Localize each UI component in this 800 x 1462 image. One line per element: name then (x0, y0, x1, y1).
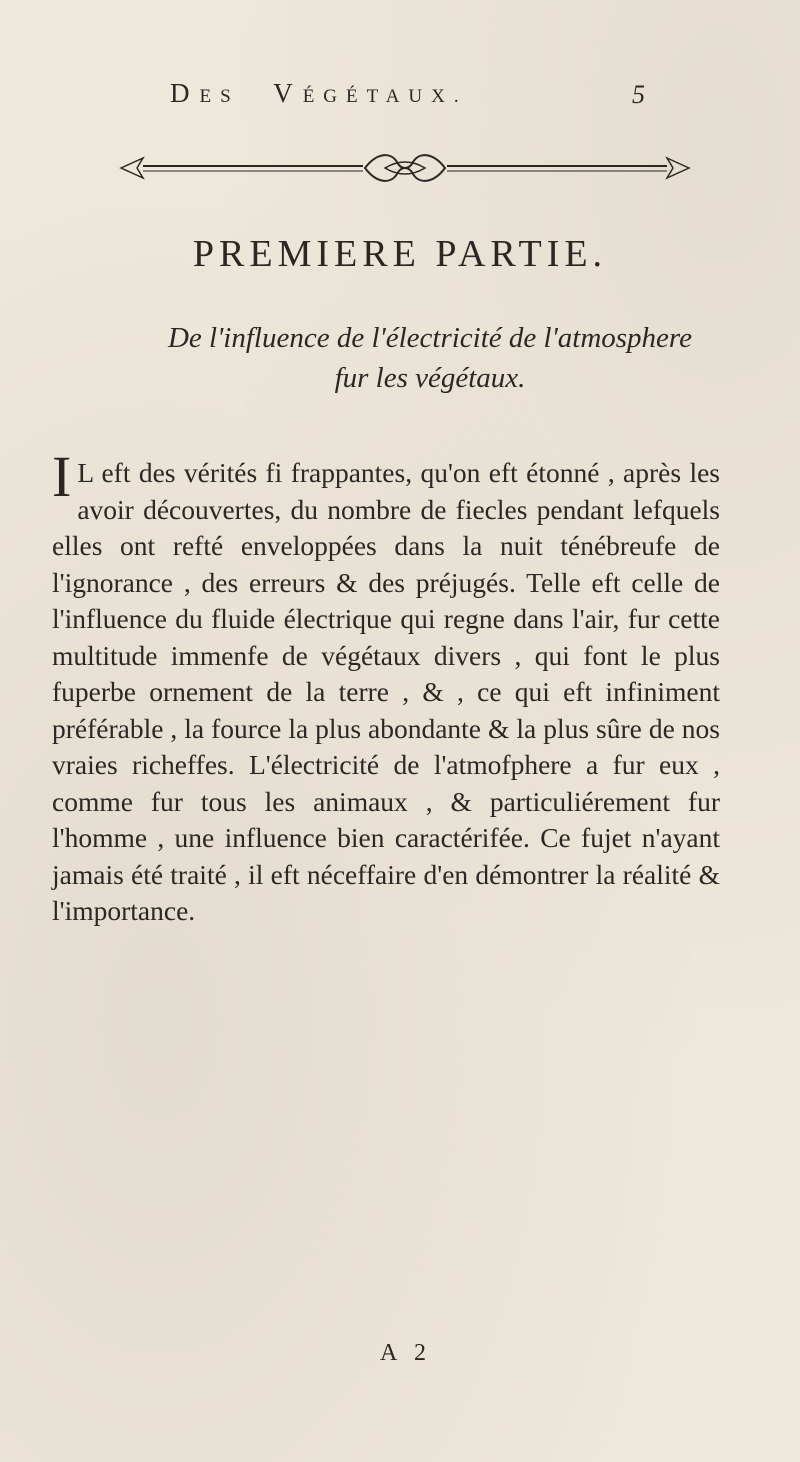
running-title-initial: D (170, 78, 200, 108)
chapter-subtitle: De l'influence de l'électricité de l'atmosphere fur les végétaux. (167, 322, 693, 394)
running-head (0, 78, 800, 118)
running-title-des: ES (199, 86, 240, 107)
running-title-word-initial: V (273, 78, 303, 108)
paragraph-text: L eft des vérités fi frappantes, qu'on eft étonné , après les avoir découvertes, du nombre de fiecles pendant lefquels elles ont refté enveloppées dans la nuit ténébreufe de l'ignorance , des erreurs & des préjugés. Telle eft celle de l'influence du fluide électrique qui regne dans l'air, fur cette multitude immenfe de végétaux divers , qui font le plus fuperbe ornement de la terre , & , ce qui eft infiniment préférable , la fource la plus abondante & la plus sûre de nos vraies richeffes. L'électricité de l'atmofphere a fur eux , comme fur tous les animaux , & particuliérement fur l'homme , une influence bien caractérifée. Ce fujet n'ayant jamais été traité , il eft néceffaire d'en démontrer la réalité & l'importance. (52, 457, 720, 926)
page-number: 5 (632, 80, 645, 109)
signature-mark: A 2 (380, 1340, 433, 1366)
body-paragraph (52, 444, 720, 930)
running-title (170, 78, 468, 109)
part-title: PREMIERE PARTIE. (192, 233, 608, 275)
drop-initial: I (52, 444, 72, 509)
ornament-rule (115, 148, 695, 190)
running-title-word: ÉGÉTAUX. (302, 86, 468, 107)
